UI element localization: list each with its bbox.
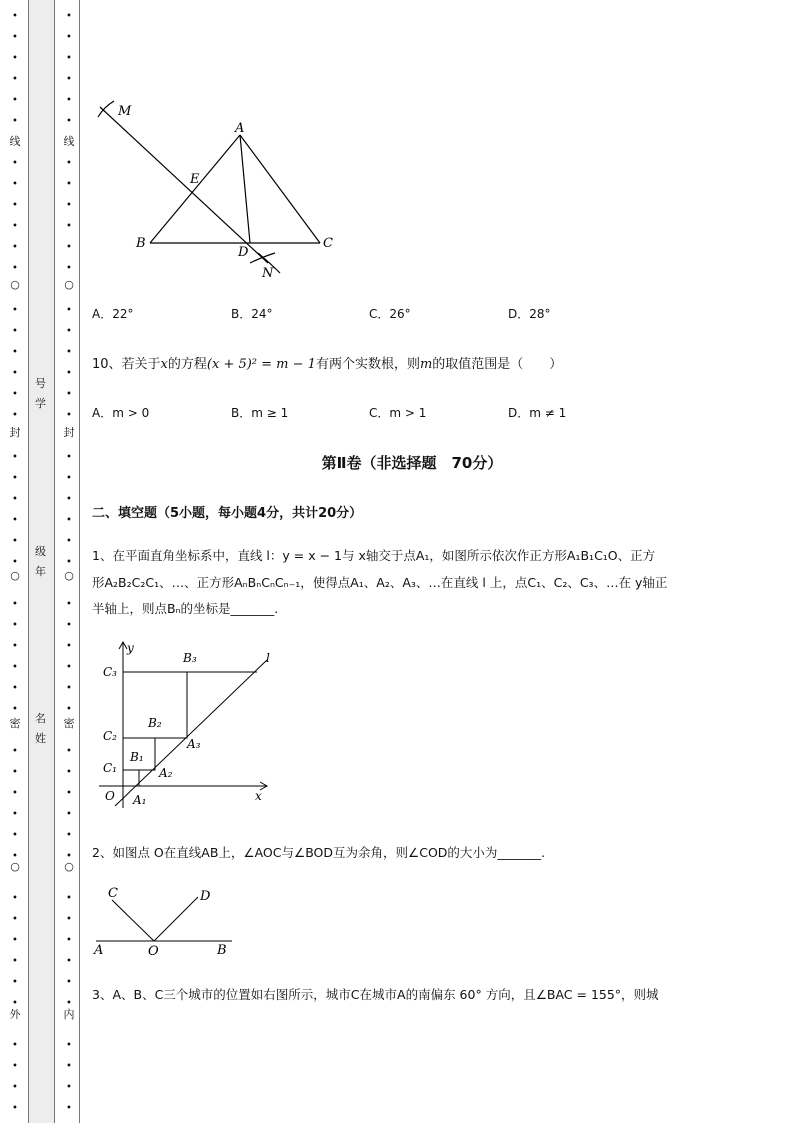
right-mark-mi: 密 bbox=[63, 717, 75, 730]
ray-oc bbox=[112, 900, 154, 941]
binding-dot: • bbox=[12, 1061, 18, 1072]
binding-dot: • bbox=[66, 767, 72, 778]
binding-dot: • bbox=[66, 494, 72, 505]
q9-option-a: A．22° bbox=[92, 307, 134, 321]
binding-dot: • bbox=[12, 11, 18, 22]
binding-dot: • bbox=[66, 662, 72, 673]
binding-dot: • bbox=[12, 32, 18, 43]
square-1 bbox=[123, 770, 139, 786]
fill1-line3: 半轴上，则点Bₙ的坐标是_______. bbox=[92, 601, 279, 616]
binding-dot: • bbox=[66, 914, 72, 925]
line-ab bbox=[150, 135, 240, 243]
binding-dot: • bbox=[12, 179, 18, 190]
q10-option-b: B．m ≥ 1 bbox=[231, 406, 289, 420]
label-a: A bbox=[94, 943, 104, 958]
binding-dot: • bbox=[66, 1040, 72, 1051]
ray-od bbox=[154, 897, 198, 941]
binding-dot: • bbox=[12, 977, 18, 988]
binding-dot: • bbox=[12, 767, 18, 778]
label-b: B bbox=[136, 236, 146, 251]
part2-title: 第Ⅱ卷（非选择题 70分） bbox=[321, 454, 503, 472]
line-ad bbox=[240, 135, 250, 243]
right-circle-2: ○ bbox=[64, 569, 74, 582]
right-mark-xian: 线 bbox=[63, 135, 75, 148]
binding-dot: • bbox=[12, 683, 18, 694]
left-mark-feng: 封 bbox=[9, 426, 21, 439]
label-y: y bbox=[127, 641, 134, 655]
binding-dot: • bbox=[66, 410, 72, 421]
binding-dot: • bbox=[12, 662, 18, 673]
binding-gray-band bbox=[28, 0, 55, 1123]
label-a3: A₃ bbox=[187, 737, 201, 751]
label-hao: 号 bbox=[35, 377, 46, 390]
binding-dot: • bbox=[66, 641, 72, 652]
q10-equation: (x + 5)² = m − 1 bbox=[206, 357, 316, 372]
label-nian: 年 bbox=[35, 565, 46, 578]
left-mark-xian: 线 bbox=[9, 135, 21, 148]
binding-dot: • bbox=[12, 536, 18, 547]
label-x: x bbox=[255, 789, 262, 803]
binding-dot: • bbox=[66, 158, 72, 169]
label-xue: 学 bbox=[35, 397, 46, 410]
right-mark-nei: 内 bbox=[63, 1008, 75, 1021]
binding-dot: • bbox=[66, 998, 72, 1009]
right-circle-3: ○ bbox=[64, 860, 74, 873]
label-xing: 姓 bbox=[35, 732, 46, 745]
binding-dot: • bbox=[12, 494, 18, 505]
binding-dot: • bbox=[12, 1040, 18, 1051]
q10-var-m: m bbox=[419, 357, 433, 372]
label-c: C bbox=[323, 236, 333, 251]
label-b: B bbox=[217, 943, 227, 958]
binding-dot: • bbox=[66, 851, 72, 862]
label-b2: B₂ bbox=[148, 716, 162, 730]
label-m: M bbox=[118, 104, 132, 119]
binding-dot: • bbox=[66, 746, 72, 757]
binding-dot: • bbox=[66, 620, 72, 631]
binding-dot: • bbox=[12, 1082, 18, 1093]
left-mark-mi: 密 bbox=[9, 717, 21, 730]
binding-dot: • bbox=[66, 515, 72, 526]
binding-dot: • bbox=[12, 473, 18, 484]
binding-dot: • bbox=[66, 788, 72, 799]
binding-dot: • bbox=[66, 326, 72, 337]
binding-dot: • bbox=[12, 74, 18, 85]
fill2-question: 2、如图点 O在直线AB上，∠AOC与∠BOD互为余角，则∠COD的大小为_______. bbox=[92, 845, 546, 860]
binding-dot: • bbox=[66, 347, 72, 358]
binding-dot: • bbox=[12, 914, 18, 925]
q10-mid2: 有两个实数根，则 bbox=[315, 357, 420, 372]
q9-option-b: B．24° bbox=[231, 307, 273, 321]
binding-dot: • bbox=[12, 599, 18, 610]
label-ming: 名 bbox=[35, 712, 46, 725]
label-c2: C₂ bbox=[103, 729, 117, 743]
label-a: A bbox=[235, 121, 245, 136]
binding-dot: • bbox=[66, 389, 72, 400]
binding-dot: • bbox=[12, 53, 18, 64]
binding-dot: • bbox=[66, 704, 72, 715]
q9-triangle-figure bbox=[90, 95, 350, 285]
label-a1: A₁ bbox=[133, 793, 147, 807]
right-circle-1: ○ bbox=[64, 278, 74, 291]
binding-dot: • bbox=[12, 242, 18, 253]
binding-dot: • bbox=[66, 263, 72, 274]
right-mark-feng: 封 bbox=[63, 426, 75, 439]
binding-dot: • bbox=[66, 95, 72, 106]
binding-dot: • bbox=[66, 1103, 72, 1114]
binding-dot: • bbox=[66, 956, 72, 967]
binding-dot: • bbox=[66, 830, 72, 841]
label-b1: B₁ bbox=[130, 750, 144, 764]
left-circle-3: ○ bbox=[10, 860, 20, 873]
binding-dot: • bbox=[66, 242, 72, 253]
left-circle-1: ○ bbox=[10, 278, 20, 291]
label-d: D bbox=[200, 889, 211, 904]
binding-dot: • bbox=[12, 851, 18, 862]
left-circle-2: ○ bbox=[10, 569, 20, 582]
binding-dot: • bbox=[66, 305, 72, 316]
binding-dot: • bbox=[12, 305, 18, 316]
binding-dot: • bbox=[12, 326, 18, 337]
binding-dot: • bbox=[12, 809, 18, 820]
binding-dot: • bbox=[12, 95, 18, 106]
label-c3: C₃ bbox=[103, 665, 117, 679]
binding-dot: • bbox=[66, 1061, 72, 1072]
label-c1: C₁ bbox=[103, 761, 117, 775]
arc-n1 bbox=[250, 253, 275, 263]
binding-dot: • bbox=[66, 74, 72, 85]
binding-dot: • bbox=[12, 221, 18, 232]
binding-dot: • bbox=[12, 830, 18, 841]
q10-var-x: x bbox=[160, 357, 168, 372]
binding-dot: • bbox=[66, 53, 72, 64]
binding-dot: • bbox=[66, 368, 72, 379]
binding-dot: • bbox=[12, 347, 18, 358]
binding-dot: • bbox=[66, 893, 72, 904]
q10-tail: 的取值范围是（ ） bbox=[432, 357, 563, 372]
binding-dot: • bbox=[12, 263, 18, 274]
fill1-line2: 形A₂B₂C₂C₁、…、正方形AₙBₙCₙCₙ₋₁，使得点A₁、A₂、A₃、…在直线 l 上，点C₁、C₂、C₃、…在 y轴正 bbox=[92, 575, 668, 590]
label-a2: A₂ bbox=[159, 766, 173, 780]
binding-dot: • bbox=[66, 116, 72, 127]
binding-dot: • bbox=[12, 158, 18, 169]
binding-dot: • bbox=[66, 473, 72, 484]
label-ji: 级 bbox=[35, 545, 46, 558]
arc-m bbox=[98, 101, 114, 117]
q9-option-c: C．26° bbox=[369, 307, 411, 321]
binding-dot: • bbox=[12, 116, 18, 127]
fill2-angle-figure bbox=[90, 880, 240, 960]
left-mark-wai: 外 bbox=[9, 1008, 21, 1021]
binding-dot: • bbox=[66, 977, 72, 988]
q10-question bbox=[92, 353, 562, 372]
q10-prefix: 10、若关于 bbox=[92, 357, 161, 372]
binding-dot: • bbox=[66, 557, 72, 568]
binding-dot: • bbox=[12, 452, 18, 463]
binding-dot: • bbox=[12, 893, 18, 904]
binding-dot: • bbox=[66, 935, 72, 946]
binding-dot: • bbox=[12, 641, 18, 652]
q10-option-a: A．m > 0 bbox=[92, 406, 150, 420]
binding-dot: • bbox=[66, 599, 72, 610]
binding-dot: • bbox=[66, 809, 72, 820]
part2-subhead: 二、填空题（5小题，每小题4分，共计20分） bbox=[92, 506, 363, 521]
fill1-line1: 1、在平面直角坐标系中，直线 l：y = x − 1与 x轴交于点A₁，如图所示依次作正方形A₁B₁C₁O、正方 bbox=[92, 548, 656, 563]
label-o: O bbox=[148, 944, 159, 959]
binding-dot: • bbox=[12, 368, 18, 379]
binding-dot: • bbox=[12, 389, 18, 400]
q10-option-d: D．m ≠ 1 bbox=[508, 406, 567, 420]
binding-dot: • bbox=[66, 452, 72, 463]
binding-dot: • bbox=[12, 746, 18, 757]
q10-option-c: C．m > 1 bbox=[369, 406, 427, 420]
label-b3: B₃ bbox=[183, 651, 197, 665]
q10-mid1: 的方程 bbox=[167, 357, 207, 372]
binding-dot: • bbox=[12, 788, 18, 799]
label-e: E bbox=[190, 172, 200, 187]
binding-dot: • bbox=[12, 620, 18, 631]
label-o: O bbox=[105, 789, 115, 803]
binding-dot: • bbox=[12, 557, 18, 568]
binding-dot: • bbox=[12, 515, 18, 526]
binding-dot: • bbox=[66, 200, 72, 211]
fill1-squares-figure bbox=[95, 636, 280, 811]
binding-dot: • bbox=[66, 11, 72, 22]
fill3-question: 3、A、B、C三个城市的位置如右图所示，城市C在城市A的南偏东 60° 方向，且∠BAC = 155°，则城 bbox=[92, 987, 659, 1002]
binding-dot: • bbox=[66, 179, 72, 190]
binding-dot: • bbox=[12, 200, 18, 211]
q9-option-d: D．28° bbox=[508, 307, 551, 321]
binding-dot: • bbox=[12, 998, 18, 1009]
label-d: D bbox=[238, 245, 249, 260]
label-l: l bbox=[266, 651, 270, 665]
binding-dot: • bbox=[66, 536, 72, 547]
binding-dot: • bbox=[12, 935, 18, 946]
binding-dot: • bbox=[12, 956, 18, 967]
binding-dot: • bbox=[66, 1082, 72, 1093]
binding-dot: • bbox=[12, 1103, 18, 1114]
binding-dot: • bbox=[66, 221, 72, 232]
binding-dot: • bbox=[66, 683, 72, 694]
binding-dot: • bbox=[12, 410, 18, 421]
line-l bbox=[115, 660, 267, 806]
label-c: C bbox=[108, 886, 118, 901]
label-n: N bbox=[262, 266, 274, 281]
line-ac bbox=[240, 135, 320, 243]
binding-dot: • bbox=[12, 704, 18, 715]
binding-dot: • bbox=[66, 32, 72, 43]
